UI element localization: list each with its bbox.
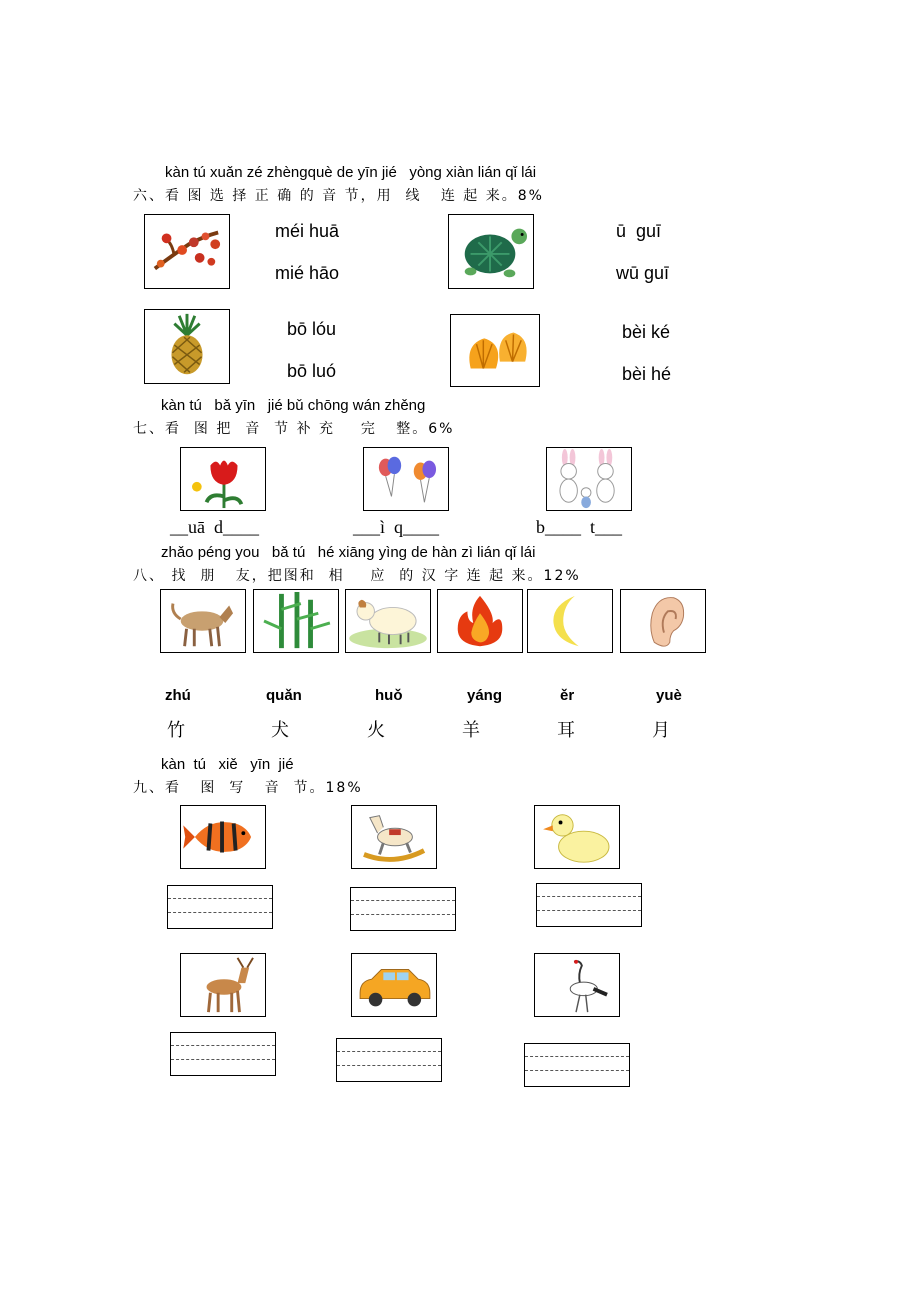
hanzi-char[interactable]: 竹 [167,720,185,741]
pinyin-word[interactable]: ěr [560,687,575,704]
answer-lines-fish[interactable] [167,885,273,929]
option-bo-lou[interactable]: bō lóu [287,319,337,339]
option-u-gui[interactable]: ū guī [616,221,662,241]
pinyin-word[interactable]: yáng [467,687,503,704]
rabbits-image [546,447,632,511]
sec7-pinyin: kàn tú bǎ yīn jié bǔ chōng wán zhěng [161,397,426,414]
fire-image [437,589,523,653]
option-bo-luo[interactable]: bō luó [287,361,337,381]
hanzi-char[interactable]: 月 [652,720,670,741]
pinyin-word[interactable]: zhú [165,687,191,704]
answer-lines-car[interactable] [336,1038,442,1082]
moon-image [527,589,613,653]
answer-lines-duck[interactable] [536,883,642,927]
pinyin-word[interactable]: huǒ [375,687,403,704]
crane-image [534,953,620,1017]
sec8-title: 八、 找 朋 友，把图和 相 应 的 汉 字 连 起 来。12% [133,568,581,584]
answer-lines-crane[interactable] [524,1043,630,1087]
fish-image [180,805,266,869]
sec6-pinyin: kàn tú xuǎn zé zhèngquè de yīn jié yòng xiàn lián qǐ lái [165,164,537,181]
option-bei-ke[interactable]: bèi ké [622,322,671,342]
hanzi-char[interactable]: 耳 [557,720,575,741]
sec9-pinyin: kàn tú xiě yīn jié [161,756,294,773]
hanzi-char[interactable]: 火 [367,720,385,741]
fill-blank-1[interactable]: __uā d____ [170,517,259,537]
pinyin-word[interactable]: quǎn [266,687,302,704]
plum-blossom-image [144,214,230,289]
turtle-image [448,214,534,289]
pinyin-word[interactable]: yuè [656,687,682,704]
answer-lines-rocking-horse[interactable] [350,887,456,931]
shells-image [450,314,540,387]
dog-image [160,589,246,653]
rocking-horse-image [351,805,437,869]
option-mei-hua[interactable]: méi huā [275,221,340,241]
sec8-pinyin: zhǎo péng you bǎ tú hé xiāng yìng de hàn zì lián qǐ lái [161,544,536,561]
hanzi-char[interactable]: 犬 [271,720,289,741]
bamboo-image [253,589,339,653]
pineapple-image [144,309,230,384]
answer-lines-deer[interactable] [170,1032,276,1076]
deer-image [180,953,266,1017]
option-bei-he[interactable]: bèi hé [622,364,672,384]
flower-image [180,447,266,511]
sec9-title: 九、看 图 写 音 节。18% [133,780,363,796]
car-image [351,953,437,1017]
duck-image [534,805,620,869]
option-wu-gui[interactable]: wū guī [616,263,670,283]
fill-blank-2[interactable]: ___ì q____ [353,517,440,537]
balloons-image [363,447,449,511]
hanzi-char[interactable]: 羊 [462,720,480,741]
sheep-image [345,589,431,653]
ear-image [620,589,706,653]
sec7-title: 七、看 图 把 音 节 补 充 完 整。6% [133,421,455,437]
sec6-title: 六、看 图 选 择 正 确 的 音 节，用 线 连 起 来。8% [133,188,544,204]
option-mie-hao[interactable]: mié hāo [275,263,340,283]
fill-blank-3[interactable]: b____ t___ [536,517,623,537]
